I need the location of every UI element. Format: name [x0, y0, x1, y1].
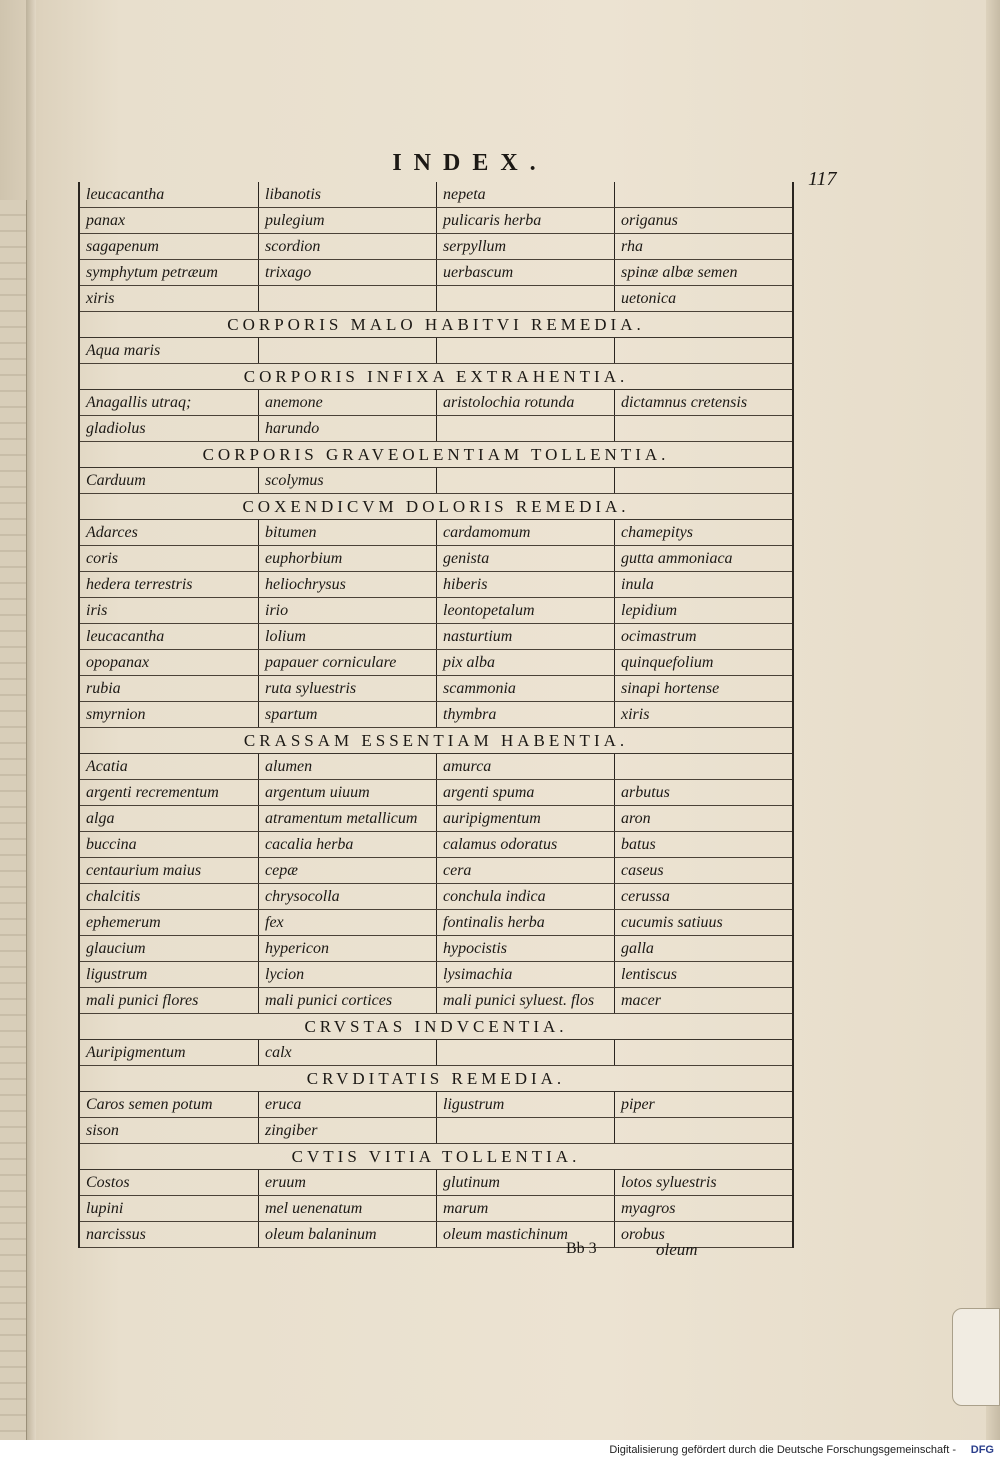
index-entry: lentiscus: [614, 962, 792, 987]
index-entry: cucumis satiuus: [614, 910, 792, 935]
index-entry: uetonica: [614, 286, 792, 311]
index-row: [80, 858, 792, 884]
index-entry: Caros semen potum: [86, 1096, 213, 1113]
index-entry: pulicaris herba: [436, 208, 614, 233]
index-entry: chamepitys: [614, 520, 792, 545]
section-heading: CORPORIS GRAVEOLENTIAM TOLLENTIA.: [80, 442, 792, 468]
index-row: [80, 1118, 792, 1144]
index-entry: serpyllum: [436, 234, 614, 259]
index-entry: [614, 754, 792, 779]
index-entry: buccina: [86, 836, 137, 853]
index-entry: oleum balaninum: [258, 1222, 436, 1247]
section-heading: CRVSTAS INDVCENTIA.: [80, 1014, 792, 1040]
index-section: [80, 728, 792, 1014]
index-row: [80, 780, 792, 806]
index-entry: leucacantha: [86, 628, 165, 645]
index-row: [80, 832, 792, 858]
index-entry: caseus: [614, 858, 792, 883]
index-entry: lupini: [86, 1200, 124, 1217]
index-entry: argenti spuma: [436, 780, 614, 805]
index-entry: Acatia: [86, 758, 128, 775]
index-row: [80, 754, 792, 780]
index-entry: ocimastrum: [614, 624, 792, 649]
folio-number: 117: [808, 168, 837, 190]
section-heading: CORPORIS MALO HABITVI REMEDIA.: [80, 312, 792, 338]
index-entry: lotos syluestris: [614, 1170, 792, 1195]
index-entry: oleum mastichinum: [436, 1222, 614, 1247]
index-entry: alumen: [258, 754, 436, 779]
section-heading: CRVDITATIS REMEDIA.: [80, 1066, 792, 1092]
index-entry: [614, 468, 792, 493]
index-entry: panax: [86, 212, 126, 229]
index-entry: ligustrum: [436, 1092, 614, 1117]
index-entry: [436, 1040, 614, 1065]
index-entry: sinapi hortense: [614, 676, 792, 701]
index-entry: narcissus: [86, 1226, 146, 1243]
index-entry: dictamnus cretensis: [614, 390, 792, 415]
index-row: [80, 884, 792, 910]
index-entry: hedera terrestris: [86, 576, 193, 593]
index-entry: Anagallis utraq;: [86, 394, 192, 411]
index-entry: [258, 338, 436, 363]
index-entry: inula: [614, 572, 792, 597]
index-entry: glaucium: [86, 940, 146, 957]
index-entry: [258, 286, 436, 311]
index-entry: papauer corniculare: [258, 650, 436, 675]
index-entry: atramentum metallicum: [258, 806, 436, 831]
index-entry: zingiber: [258, 1118, 436, 1143]
index-entry: rha: [614, 234, 792, 259]
index-entry: leucacantha: [86, 186, 165, 203]
index-entry: smyrnion: [86, 706, 146, 723]
index-row: [80, 520, 792, 546]
index-entry: orobus: [614, 1222, 792, 1247]
index-row: [80, 936, 792, 962]
index-entry: cerussa: [614, 884, 792, 909]
index-row: [80, 598, 792, 624]
index-entry: marum: [436, 1196, 614, 1221]
dfg-logo-icon: DFG: [970, 1444, 994, 1456]
index-entry: chalcitis: [86, 888, 141, 905]
index-entry: [436, 416, 614, 441]
index-entry: ephemerum: [86, 914, 161, 931]
index-entry: scammonia: [436, 676, 614, 701]
index-entry: auripigmentum: [436, 806, 614, 831]
index-entry: iris: [86, 602, 108, 619]
index-entry: hypocistis: [436, 936, 614, 961]
index-entry: Aqua maris: [86, 342, 161, 359]
index-entry: ruta syluestris: [258, 676, 436, 701]
index-entry: [436, 338, 614, 363]
index-entry: leontopetalum: [436, 598, 614, 623]
digitization-footer: [0, 1440, 1000, 1462]
index-entry: symphytum petræum: [86, 264, 218, 281]
index-entry: centaurium maius: [86, 862, 202, 879]
index-entry: batus: [614, 832, 792, 857]
catchword: oleum: [656, 1240, 698, 1259]
index-section: [80, 364, 792, 442]
index-section: [80, 494, 792, 728]
index-row: [80, 650, 792, 676]
index-entry: genista: [436, 546, 614, 571]
index-entry: calamus odoratus: [436, 832, 614, 857]
index-row: [80, 234, 792, 260]
index-entry: spinæ albæ semen: [614, 260, 792, 285]
index-entry: mali punici flores: [86, 992, 199, 1009]
index-row: [80, 676, 792, 702]
index-entry: gladiolus: [86, 420, 146, 437]
index-entry: nasturtium: [436, 624, 614, 649]
index-entry: [614, 338, 792, 363]
index-entry: rubia: [86, 680, 121, 697]
index-entry: sison: [86, 1122, 119, 1139]
index-section: [80, 312, 792, 364]
index-entry: cardamomum: [436, 520, 614, 545]
index-entry: argentum uiuum: [258, 780, 436, 805]
index-entry: myagros: [614, 1196, 792, 1221]
funding-credit: Digitalisierung gefördert durch die Deutsche Forschungsgemeinschaft -: [609, 1444, 956, 1456]
section-heading: COXENDICVM DOLORIS REMEDIA.: [80, 494, 792, 520]
index-row: [80, 1170, 792, 1196]
binding-gutter: [26, 0, 36, 1440]
index-entry: mel uenenatum: [258, 1196, 436, 1221]
index-entry: Auripigmentum: [86, 1044, 186, 1061]
index-entry: glutinum: [436, 1170, 614, 1195]
index-entry: galla: [614, 936, 792, 961]
index-section: [80, 1144, 792, 1248]
index-entry: heliochrysus: [258, 572, 436, 597]
index-section: [80, 1014, 792, 1066]
index-row: [80, 208, 792, 234]
index-row: [80, 988, 792, 1014]
index-row: [80, 702, 792, 728]
index-entry: scolymus: [258, 468, 436, 493]
index-entry: [614, 416, 792, 441]
index-entry: spartum: [258, 702, 436, 727]
index-entry: pulegium: [258, 208, 436, 233]
index-entry: conchula indica: [436, 884, 614, 909]
index-entry: alga: [86, 810, 115, 827]
index-entry: chrysocolla: [258, 884, 436, 909]
index-entry: fex: [258, 910, 436, 935]
index-entry: mali punici syluest. flos: [436, 988, 614, 1013]
index-entry: [614, 1040, 792, 1065]
index-entry: opopanax: [86, 654, 150, 671]
index-entry: ligustrum: [86, 966, 148, 983]
index-entry: Adarces: [86, 524, 138, 541]
index-row: [80, 286, 792, 312]
index-entry: [614, 182, 792, 207]
index-entry: hypericon: [258, 936, 436, 961]
index-entry: gutta ammoniaca: [614, 546, 792, 571]
index-entry: scordion: [258, 234, 436, 259]
index-row: [80, 416, 792, 442]
index-entry: origanus: [614, 208, 792, 233]
index-row: [80, 572, 792, 598]
index-entry: sagapenum: [86, 238, 159, 255]
index-entry: nepeta: [436, 182, 614, 207]
index-row: [80, 182, 792, 208]
index-entry: xiris: [86, 290, 115, 307]
index-row: [80, 260, 792, 286]
continued-entries: [80, 182, 792, 312]
index-sections: [80, 312, 792, 1248]
index-entry: trixago: [258, 260, 436, 285]
index-entry: uerbascum: [436, 260, 614, 285]
index-entry: cera: [436, 858, 614, 883]
index-row: [80, 1092, 792, 1118]
index-entry: quinquefolium: [614, 650, 792, 675]
index-entry: lepidium: [614, 598, 792, 623]
index-row: [80, 910, 792, 936]
index-entry: [436, 468, 614, 493]
section-heading: CORPORIS INFIXA EXTRAHENTIA.: [80, 364, 792, 390]
index-entry: amurca: [436, 754, 614, 779]
index-entry: pix alba: [436, 650, 614, 675]
index-row: [80, 1196, 792, 1222]
index-entry: mali punici cortices: [258, 988, 436, 1013]
index-entry: lolium: [258, 624, 436, 649]
index-row: [80, 338, 792, 364]
index-entry: coris: [86, 550, 118, 567]
section-heading: CRASSAM ESSENTIAM HABENTIA.: [80, 728, 792, 754]
index-row: [80, 468, 792, 494]
page-title: INDEX.: [392, 150, 548, 176]
index-entry: xiris: [614, 702, 792, 727]
index-entry: calx: [258, 1040, 436, 1065]
index-section: [80, 1066, 792, 1144]
index-row: [80, 1040, 792, 1066]
index-entry: fontinalis herba: [436, 910, 614, 935]
index-entry: libanotis: [258, 182, 436, 207]
index-section: [80, 442, 792, 494]
index-entry: cepæ: [258, 858, 436, 883]
index-entry: [436, 286, 614, 311]
index-entry: Costos: [86, 1174, 130, 1191]
index-entry: harundo: [258, 416, 436, 441]
index-entry: lysimachia: [436, 962, 614, 987]
section-heading: CVTIS VITIA TOLLENTIA.: [80, 1144, 792, 1170]
index-entry: [436, 1118, 614, 1143]
index-entry: eruca: [258, 1092, 436, 1117]
page-corner-tab: [952, 1308, 1000, 1406]
index-entry: cacalia herba: [258, 832, 436, 857]
index-entry: bitumen: [258, 520, 436, 545]
page-edges: [0, 200, 27, 1440]
index-entry: anemone: [258, 390, 436, 415]
signature-mark: Bb 3: [566, 1240, 597, 1257]
index-row: [80, 624, 792, 650]
index-entry: lycion: [258, 962, 436, 987]
index-entry: irio: [258, 598, 436, 623]
index-entry: arbutus: [614, 780, 792, 805]
index-entry: eruum: [258, 1170, 436, 1195]
index-entry: aristolochia rotunda: [436, 390, 614, 415]
index-row: [80, 390, 792, 416]
index-row: [80, 962, 792, 988]
index-entry: hiberis: [436, 572, 614, 597]
index-table: [78, 182, 794, 1248]
index-entry: argenti recrementum: [86, 784, 219, 801]
index-entry: aron: [614, 806, 792, 831]
right-page-edge: [986, 0, 1000, 1440]
index-entry: Carduum: [86, 472, 146, 489]
index-entry: thymbra: [436, 702, 614, 727]
index-entry: macer: [614, 988, 792, 1013]
index-row: [80, 546, 792, 572]
index-entry: [614, 1118, 792, 1143]
index-entry: euphorbium: [258, 546, 436, 571]
index-row: [80, 806, 792, 832]
index-entry: piper: [614, 1092, 792, 1117]
